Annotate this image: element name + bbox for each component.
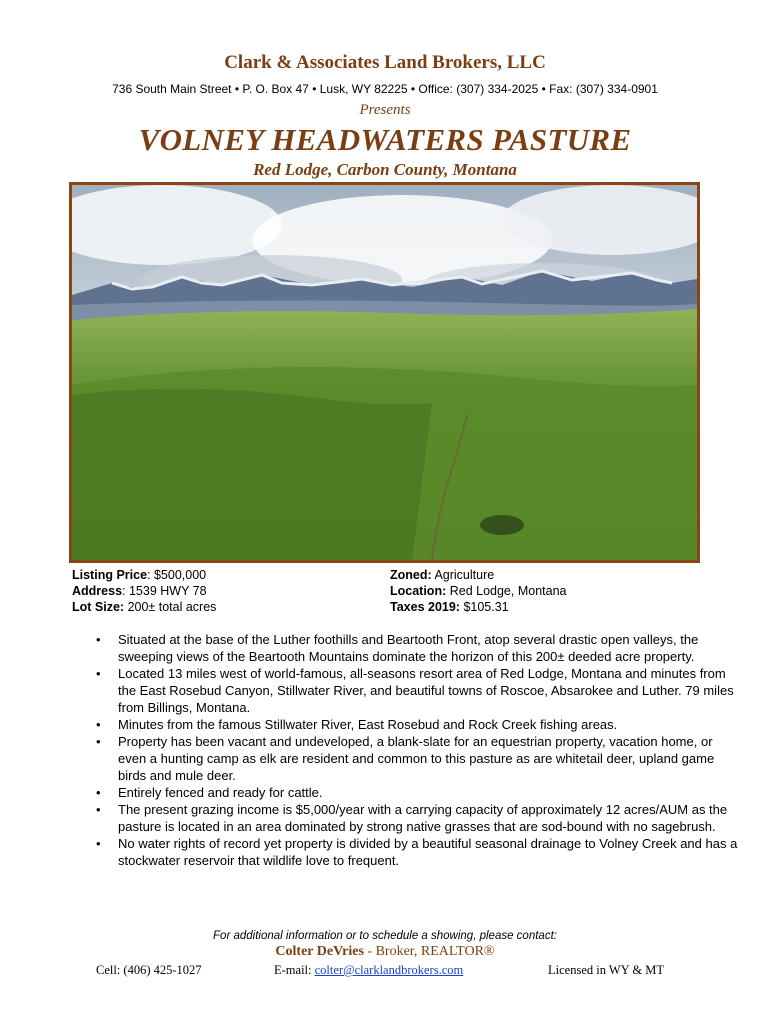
broker-line xyxy=(0,944,770,960)
fact-label: Taxes 2019: xyxy=(390,600,460,614)
listing-price xyxy=(72,567,216,583)
fact-value: 200± total acres xyxy=(124,600,217,614)
fact-label: Listing Price xyxy=(72,568,148,582)
list-item: • Entirely fenced and ready for cattle. xyxy=(118,784,738,801)
facts-left xyxy=(72,567,216,615)
fact-label: Location: xyxy=(390,584,447,598)
contact-note: For additional information or to schedule a showing, please contact: xyxy=(213,930,557,942)
fact-value: : $500,000 xyxy=(147,568,207,582)
license-info: Licensed in WY & MT xyxy=(548,963,664,977)
fact-label: Zoned: xyxy=(390,568,432,582)
property-location: Red Lodge, Carbon County, Montana xyxy=(253,160,517,179)
broker-title: - Broker, REALTOR® xyxy=(363,944,495,959)
fact-label: Address xyxy=(72,584,123,598)
email-link[interactable]: colter@clarklandbrokers.com xyxy=(314,963,464,977)
property-photo xyxy=(69,182,700,563)
fact-value: : 1539 HWY 78 xyxy=(122,584,207,598)
fact-value: $105.31 xyxy=(459,600,509,614)
zoning xyxy=(390,567,566,583)
location xyxy=(390,583,566,599)
landscape-image xyxy=(72,185,697,560)
taxes xyxy=(390,599,566,615)
list-item: • The present grazing income is $5,000/year with a carrying capacity of approximately 12 acres/AUM as the pasture is located in an area dominated by strong native grasses that are sod-bound with no sagebrush. xyxy=(118,801,738,835)
fact-value: Agriculture xyxy=(431,568,495,582)
list-item: • Minutes from the famous Stillwater River, East Rosebud and Rock Creek fishing areas. xyxy=(118,716,738,733)
broker-name: Colter DeVries xyxy=(275,944,364,959)
property-title: VOLNEY HEADWATERS PASTURE xyxy=(138,122,632,157)
list-item: • No water rights of record yet property is divided by a beautiful seasonal drainage to Volney Creek and has a stockwater reservoir that wildlife love to frequent. xyxy=(118,835,738,869)
company-name: Clark & Associates Land Brokers, LLC xyxy=(224,52,546,73)
features-list xyxy=(80,631,738,869)
fact-label: Lot Size: xyxy=(72,600,125,614)
email-label: E-mail: xyxy=(274,963,315,977)
broker-email-line xyxy=(274,963,463,978)
presents-label: Presents xyxy=(359,102,411,118)
fact-value: Red Lodge, Montana xyxy=(446,584,567,598)
broker-cell: Cell: (406) 425-1027 xyxy=(96,963,202,977)
list-item: • Located 13 miles west of world-famous, all-seasons resort area of Red Lodge, Montana and minutes from the East Rosebud Canyon, Stillwater River, and beautiful towns of Roscoe, Absarokee and Luther. 79 miles from Billings, Montana. xyxy=(118,665,738,716)
company-address: 736 South Main Street • P. O. Box 47 • Lusk, WY 82225 • Office: (307) 334-2025 • Fax: (307) 334-0901 xyxy=(112,82,658,96)
list-item: • Situated at the base of the Luther foothills and Beartooth Front, atop several drastic open valleys, the sweeping views of the Beartooth Mountains dominate the horizon of this 200± deeded acre property. xyxy=(118,631,738,665)
property-address xyxy=(72,583,216,599)
list-item: • Property has been vacant and undeveloped, a blank-slate for an equestrian property, vacation home, or even a hunting camp as elk are resident and common to this pasture as are whitetail deer, upland game birds and mule deer. xyxy=(118,733,738,784)
facts-right xyxy=(390,567,566,615)
lot-size xyxy=(72,599,216,615)
